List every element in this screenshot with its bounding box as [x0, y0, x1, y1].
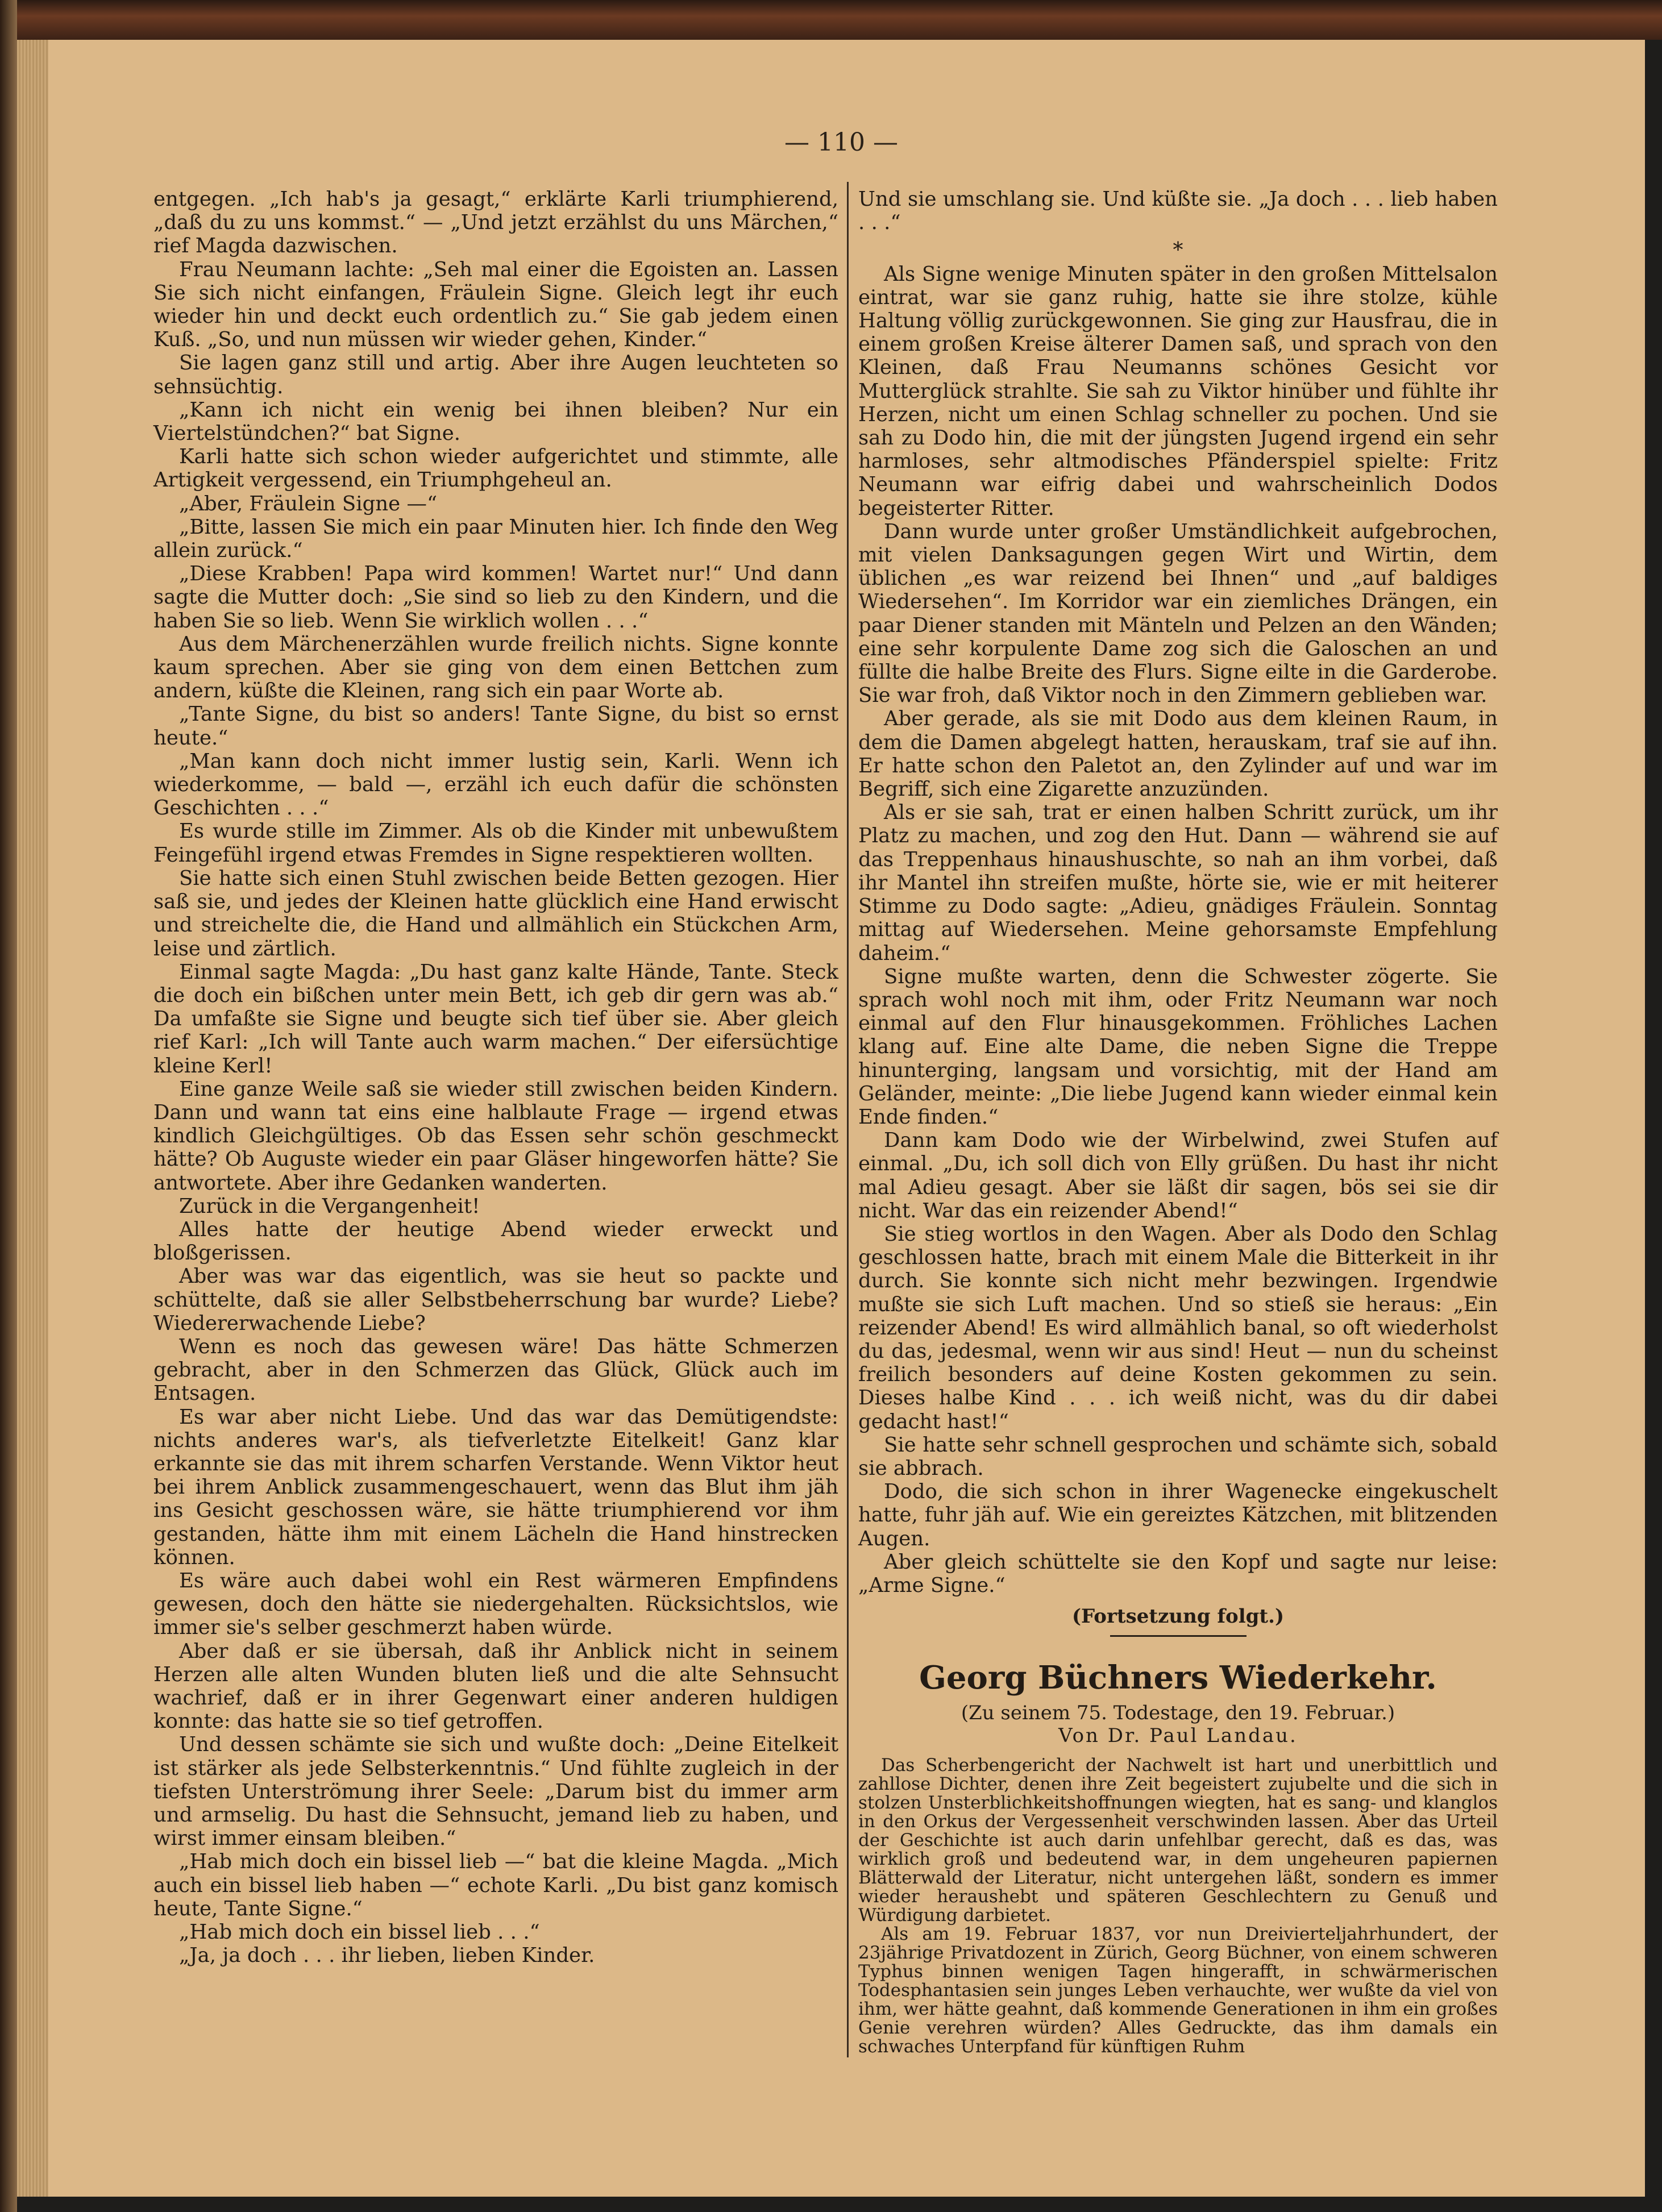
paragraph: Es wurde stille im Zimmer. Als ob die Kinder mit unbewußtem Feingefühl irgend etwas Fremdes in Signe respektieren wollten. [153, 820, 838, 867]
article-author: Von Dr. Paul Landau. [1058, 1724, 1298, 1748]
paragraph: „Kann ich nicht ein wenig bei ihnen bleiben? Nur ein Viertelstündchen?“ bat Signe. [153, 398, 838, 446]
paragraph: Aber was war das eigentlich, was sie heut so packte und schüttelte, daß sie aller Selbstbeherrschung bar wurde? Liebe? Wiedererwachende Liebe? [153, 1265, 838, 1335]
article-paragraph: Als am 19. Februar 1837, vor nun Dreivierteljahrhundert, der 23jährige Privatdozent in Zürich, Georg Büchner, von einem schweren Typhus binnen wenigen Tagen hingerafft, in schwärmerischen Todesphantasien sein junges Leben verhauchte, wer wußte da viel von ihm, wer hätte geahnt, daß kommende Generationen in ihm ein großes Genie verehren würden? Alles Gedruckte, das ihm damals ein schwaches Unterpfand für künftigen Ruhm [858, 1924, 1498, 2057]
paragraph: Sie lagen ganz still und artig. Aber ihre Augen leuchteten so sehnsüchtig. [153, 351, 838, 398]
paragraph: Als er sie sah, trat er einen halben Schritt zurück, um ihr Platz zu machen, und zog den Hut. Dann — während sie auf das Treppenhaus hinaushuschte, so nah an ihm vorbei, daß ihr Mantel ihn streifen mußte, hörte sie, wie er mit heiterer Stimme zu Dodo sagte: „Adieu, gnädiges Fräulein. Sonntag mittag auf Wiedersehen. Meine gehorsamste Empfehlung daheim.“ [858, 801, 1498, 965]
article-body [858, 1756, 1498, 2056]
paragraph: Dodo, die sich schon in ihrer Wagenecke eingekuschelt hatte, fuhr jäh auf. Wie ein gereiztes Kätzchen, mit blitzenden Augen. [858, 1480, 1498, 1550]
book-binding-top [0, 0, 1662, 40]
paragraph: Und dessen schämte sie sich und wußte doch: „Deine Eitelkeit ist stärker als jede Selbsterkenntnis.“ Und fühlte zugleich in der tiefsten Unterströmung ihrer Seele: „Darum bist du immer arm und armselig. Du hast die Sehnsucht, jemand lieb zu haben, und wirst immer einsam bleiben.“ [153, 1733, 838, 1851]
paragraph: Eine ganze Weile saß sie wieder still zwischen beiden Kindern. Dann und wann tat eins eine halblaute Frage — irgend etwas kindlich Gleichgültiges. Ob das Essen sehr schön geschmeckt hätte? Ob Auguste wieder ein paar Gläser hingeworfen hätte? Sie antwortete. Aber ihre Gedanken wanderten. [153, 1077, 838, 1195]
paragraph: Einmal sagte Magda: „Du hast ganz kalte Hände, Tante. Steck die doch ein bißchen unter mein Bett, ich geb dir gern was ab.“ Da umfaßte sie Signe und beugte sich tief über sie. Aber gleich rief Karl: „Ich will Tante auch warm machen.“ Der eifersüchtige kleine Kerl! [153, 960, 838, 1078]
paragraph: Sie stieg wortlos in den Wagen. Aber als Dodo den Schlag geschlossen hatte, brach mit einem Male die Bitterkeit in ihr durch. Sie konnte sich nicht mehr bezwingen. Irgendwie mußte sie sich Luft machen. Und so stieß sie heraus: „Ein reizender Abend! Es wird allmählich banal, so oft wiederholst du das, jedesmal, wenn wir aus sind! Heut — nun du scheinst freilich besonders auf deine Kosten gekommen zu sein. Dieses halbe Kind . . . ich weiß nicht, was du dir dabei gedacht hast!“ [858, 1222, 1498, 1433]
paragraph: Aus dem Märchenerzählen wurde freilich nichts. Signe konnte kaum sprechen. Aber sie ging von dem einen Bettchen zum andern, küßte die Kleinen, rang sich ein paar Worte ab. [153, 632, 838, 703]
paragraph: „Hab mich doch ein bissel lieb . . .“ [179, 1920, 540, 1944]
paragraph: Zurück in die Vergangenheit! [179, 1194, 480, 1218]
paragraph: Sie hatte sich einen Stuhl zwischen beide Betten gezogen. Hier saß sie, und jedes der Kleinen hatte glücklich eine Hand erwischt und streichelte die, die Hand und allmählich ein Stückchen Arm, leise und zärtlich. [153, 866, 838, 961]
paragraph: Dann kam Dodo wie der Wirbelwind, zwei Stufen auf einmal. „Du, ich soll dich von Elly grüßen. Du hast ihr nicht mal Adieu gesagt. Aber sie läßt dir sagen, bös sei sie dir nicht. War das ein reizender Abend!“ [858, 1129, 1498, 1223]
paragraph: „Diese Krabben! Papa wird kommen! Wartet nur!“ Und dann sagte die Mutter doch: „Sie sind so lieb zu den Kindern, und die haben Sie so lieb. Wenn Sie wirklich wollen . . .“ [153, 562, 838, 633]
paragraph: Es war aber nicht Liebe. Und das war das Demütigendste: nichts anderes war's, als tiefverletzte Eitelkeit! Ganz klar erkannte sie das mit ihrem scharfen Verstande. Wenn Viktor heut bei ihrem Anblick zusammengeschauert, wenn das Blut ihm jäh ins Gesicht geschossen wäre, sie hätte triumphierend vor ihm gestanden, hätte ihm mit einem Lächeln die Hand hinstrecken können. [153, 1405, 838, 1569]
paragraph: Wenn es noch das gewesen wäre! Das hätte Schmerzen gebracht, aber in den Schmerzen das Glück, Glück auch im Entsagen. [153, 1334, 838, 1406]
article-title: Georg Büchners Wiederkehr. [919, 1659, 1437, 1697]
article-paragraph: Das Scherbengericht der Nachwelt ist hart und unerbittlich und zahllose Dichter, denen ihre Zeit begeistert zujubelte und die sich in stolzen Unsterblichkeitshoffnungen wiegten, hat es sang- und klanglos in den Orkus der Vergessenheit verschwinden lassen. Aber das Urteil der Geschichte ist auch darin unfehlbar gerecht, daß es das, was wirklich groß und bedeutend war, in dem ungeheuren papiernen Blätterwald der Literatur, nicht untergehen läßt, sondern es immer wieder heraushebt und späteren Geschlechtern zu Genuß und Würdigung darbietet. [858, 1755, 1498, 1926]
paragraph: Sie hatte sehr schnell gesprochen und schämte sich, sobald sie abbrach. [858, 1433, 1498, 1480]
paragraph: Alles hatte der heutige Abend wieder erweckt und bloßgerissen. [153, 1217, 838, 1265]
column-rule [847, 182, 849, 2057]
separator-star: * [1173, 239, 1183, 263]
page-number: — 110 — [784, 128, 898, 157]
paragraph: Aber gleich schüttelte sie den Kopf und sagte nur leise: „Arme Signe.“ [858, 1550, 1498, 1597]
left-column [153, 188, 838, 1967]
right-column-top: Und sie umschlang sie. Und küßte sie. „Ja doch . . . lieb haben . . .“ [858, 188, 1498, 235]
continuation-rule [1110, 1635, 1246, 1637]
book-spine [0, 0, 17, 2212]
page-edge [17, 40, 48, 2197]
paragraph: Dann wurde unter großer Umständlichkeit aufgebrochen, mit vielen Danksagungen gegen Wirt und Wirtin, dem üblichen „es war reizend bei Ihnen“ und „auf baldiges Wiedersehen“. Im Korridor war ein ziemliches Drängen, ein paar Diener standen mit Mänteln und Pelzen an den Wänden; eine sehr korpulente Dame zog sich die Galoschen an und füllte die halbe Breite des Flurs. Signe eilte in die Garderobe. Sie war froh, daß Viktor noch in den Zimmern geblieben war. [858, 519, 1498, 708]
paragraph: Als Signe wenige Minuten später in den großen Mittelsalon eintrat, war sie ganz ruhig, hatte sie ihre stolze, kühle Haltung völlig zurückgewonnen. Sie ging zur Hausfrau, die in einem großen Kreise älterer Damen saß, und sprach von den Kleinen, daß Frau Neumanns schönes Gesicht vor Mutterglück strahlte. Sie sah zu Viktor hinüber und fühlte ihr Herzen, nicht um einen Schlag schneller zu pochen. Und sie sah zu Dodo hin, die mit der jüngsten Jugend irgend ein sehr harmloses, sehr altmodisches Pfänderspiel spielte: Fritz Neumann war eifrig dabei und wahrscheinlich Dodos begeisterter Ritter. [858, 262, 1498, 520]
paragraph: Signe mußte warten, denn die Schwester zögerte. Sie sprach wohl noch mit ihm, oder Fritz Neumann war noch einmal auf den Flur hinausgekommen. Fröhliches Lachen klang auf. Eine alte Dame, die neben Signe die Treppe hinunterging, langsam und vorsichtig, mit der Hand am Geländer, meinte: „Die liebe Jugend kann wieder einmal kein Ende finden.“ [858, 964, 1498, 1129]
paragraph: „Man kann doch nicht immer lustig sein, Karli. Wenn ich wiederkomme, — bald —, erzähl ich euch dafür die schönsten Geschichten . . .“ [153, 749, 838, 820]
paragraph: Es wäre auch dabei wohl ein Rest wärmeren Empfindens gewesen, doch den hätte sie niedergehalten. Rücksichtslos, wie immer sie's selber geschmerzt haben würde. [153, 1569, 838, 1640]
paragraph: Aber gerade, als sie mit Dodo aus dem kleinen Raum, in dem die Damen abgelegt hatten, herauskam, traf sie auf ihn. Er hatte schon den Paletot an, den Zylinder auf und war im Begriff, sich eine Zigarette anzuzünden. [858, 707, 1498, 801]
continuation-note: (Fortsetzung folgt.) [1071, 1605, 1285, 1628]
paragraph: „Bitte, lassen Sie mich ein paar Minuten hier. Ich finde den Weg allein zurück.“ [153, 515, 838, 563]
paragraph: Aber daß er sie übersah, daß ihr Anblick nicht in seinem Herzen alle alten Wunden bluten ließ und die alte Sehnsucht wachrief, daß er in ihrer Gegenwart einer anderen huldigen konnte: das hatte sie so tief getroffen. [153, 1639, 838, 1733]
paragraph: „Ja, ja doch . . . ihr lieben, lieben Kinder. [179, 1944, 595, 1968]
paragraph: Frau Neumann lachte: „Seh mal einer die Egoisten an. Lassen Sie sich nicht einfangen, Fräulein Signe. Gleich legt ihr euch wieder hin und deckt euch ordentlich zu.“ Sie gab jedem einen Kuß. „So, und nun müssen wir wieder gehen, Kinder.“ [153, 257, 838, 352]
paragraph: „Tante Signe, du bist so anders! Tante Signe, du bist so ernst heute.“ [153, 702, 838, 750]
paragraph: entgegen. „Ich hab's ja gesagt,“ erklärte Karli triumphierend, „daß du zu uns kommst.“ — „Und jetzt erzählst du uns Märchen,“ rief Magda dazwischen. [153, 188, 838, 258]
right-column [858, 188, 1498, 2056]
paragraph: „Aber, Fräulein Signe —“ [179, 492, 438, 515]
story-paragraphs [858, 263, 1498, 1598]
paragraph: Karli hatte sich schon wieder aufgerichtet und stimmte, alle Artigkeit vergessend, ein Triumphgeheul an. [153, 445, 838, 492]
paragraph: „Hab mich doch ein bissel lieb —“ bat die kleine Magda. „Mich auch ein bissel lieb haben —“ echote Karli. „Du bist ganz komisch heute, Tante Signe.“ [153, 1850, 838, 1920]
article-subtitle: (Zu seinem 75. Todestage, den 19. Februar.) [961, 1702, 1395, 1725]
